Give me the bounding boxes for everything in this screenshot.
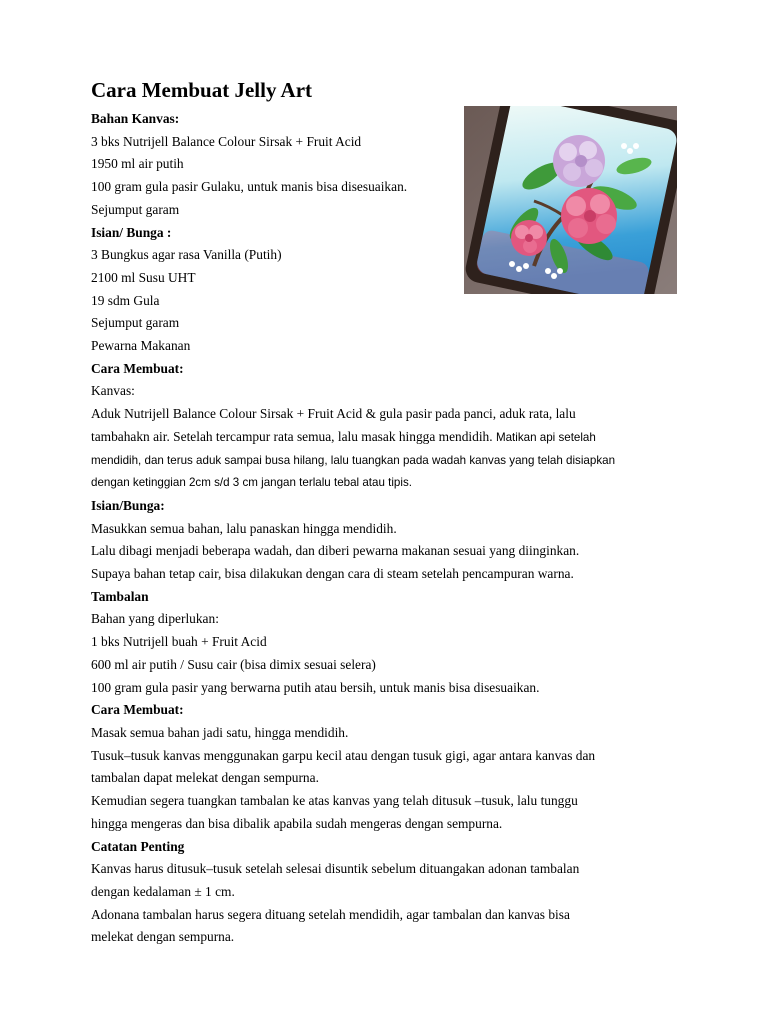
body-line: hingga mengeras dan bisa dibalik apabila sudah mengeras dengan sempurna. — [91, 815, 503, 831]
document-title: Cara Membuat Jelly Art — [91, 78, 313, 102]
body-line: Kanvas: — [91, 383, 135, 399]
body-line: Bahan yang diperlukan: — [91, 611, 219, 627]
body-line: Pewarna Makanan — [91, 338, 191, 354]
body-line: 19 sdm Gula — [91, 292, 160, 308]
body-line: Kanvas harus ditusuk–tusuk setelah selesai disuntik sebelum dituangakan adonan tambalan — [91, 861, 580, 877]
body-line: 600 ml air putih / Susu cair (bisa dimix sesuai selera) — [91, 656, 376, 672]
body-line: mendidih, dan terus aduk sampai busa hilang, lalu tuangkan pada wadah kanvas yang telah disiapkan — [91, 453, 616, 467]
document-body — [91, 108, 691, 949]
section-heading: Isian/Bunga: — [91, 497, 165, 513]
section-heading: Bahan Kanvas: — [91, 111, 180, 126]
body-line: melekat dengan sempurna. — [91, 929, 235, 945]
body-line: Aduk Nutrijell Balance Colour Sirsak + Fruit Acid & gula pasir pada panci, aduk rata, lalu — [91, 406, 576, 422]
body-line: Sejumput garam — [91, 315, 180, 331]
body-line: 100 gram gula pasir yang berwarna putih atau bersih, untuk manis bisa disesuaikan. — [91, 679, 540, 695]
section-heading: Catatan Penting — [91, 838, 185, 854]
body-line: Masukkan semua bahan, lalu panaskan hingga mendidih. — [91, 520, 397, 536]
body-line: 2100 ml Susu UHT — [91, 269, 196, 285]
body-line: Sejumput garam — [91, 201, 180, 217]
body-line: tambalan dapat melekat dengan sempurna. — [91, 770, 319, 786]
body-line: Tusuk–tusuk kanvas menggunakan garpu kecil atau dengan tusuk gigi, agar antara kanvas dan — [91, 747, 596, 763]
body-line: 1 bks Nutrijell buah + Fruit Acid — [91, 634, 267, 650]
section-heading: Cara Membuat: — [91, 702, 184, 718]
body-line: Kemudian segera tuangkan tambalan ke atas kanvas yang telah ditusuk –tusuk, lalu tunggu — [91, 793, 578, 809]
body-line: dengan ketinggian 2cm s/d 3 cm jangan terlalu tebal atau tipis. — [91, 476, 412, 490]
section-heading: Isian/ Bunga : — [91, 224, 172, 240]
body-line: 100 gram gula pasir Gulaku, untuk manis bisa disesuaikan. — [91, 179, 408, 195]
body-line: 1950 ml air putih — [91, 156, 184, 172]
section-heading: Cara Membuat: — [91, 360, 184, 376]
section-heading: Tambalan — [91, 588, 149, 604]
body-line: 3 Bungkus agar rasa Vanilla (Putih) — [91, 247, 282, 263]
body-line: Masak semua bahan jadi satu, hingga mendidih. — [91, 724, 349, 740]
body-line: Supaya bahan tetap cair, bisa dilakukan dengan cara di steam setelah pencampuran warna. — [91, 566, 574, 582]
body-line: dengan kedalaman ± 1 cm. — [91, 883, 235, 899]
body-line: tambahakn air. Setelah tercampur rata semua, lalu masak hingga mendidih. Matikan api setelah — [91, 428, 596, 444]
body-line: 3 bks Nutrijell Balance Colour Sirsak + Fruit Acid — [91, 133, 362, 149]
body-line: Lalu dibagi menjadi beberapa wadah, dan diberi pewarna makanan sesuai yang diinginkan. — [91, 543, 580, 559]
body-line: Adonana tambalan harus segera dituang setelah mendidih, agar tambalan dan kanvas bisa — [91, 906, 570, 922]
